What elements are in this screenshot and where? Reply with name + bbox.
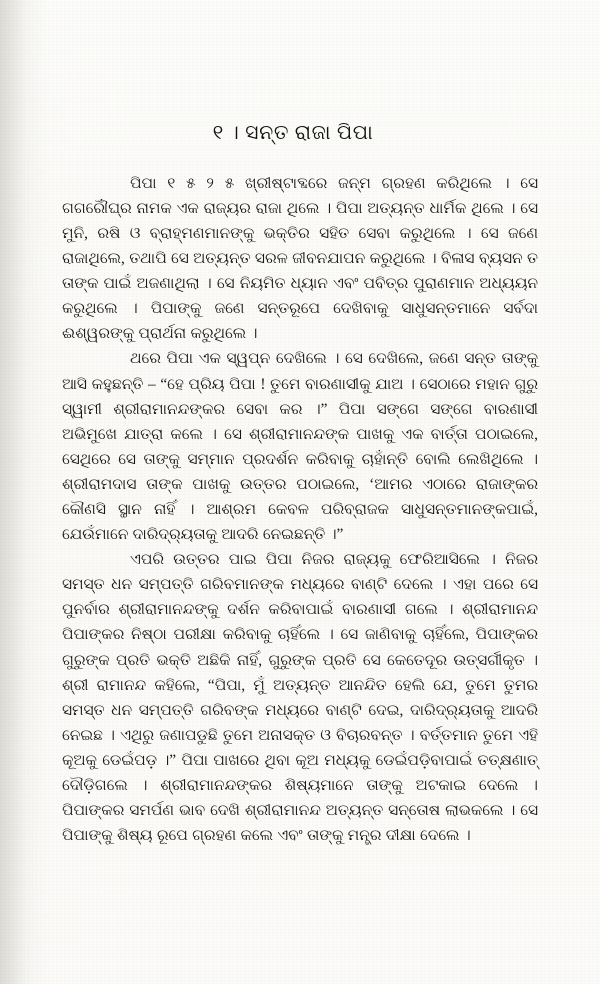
page-content [62, 118, 538, 848]
chapter-title: ୧ । ସନ୍ତ ରାଜା ପିପା [212, 122, 374, 144]
body-paragraph: ଥରେ ପିପା ଏକ ସ୍ୱପ୍ନ ଦେଖିଲେ । ସେ ଦେଖିଲେ, ଜଣେ ସନ୍ତ ତାଙ୍କୁ ଆସି କହୁଛନ୍ତି – “ହେ ପ୍ରିୟ ପିପା ! ତୁମେ ବାରଣାସୀକୁ ଯାଅ । ସେଠାରେ ମହାନ ଗୁରୁ ସ୍ୱାମୀ ଶ୍ରୀରାମାନନ୍ଦଙ୍କର ସେବା କର ।” ପିପା ସଙ୍ଗେ ସଙ୍ଗେ ବାରଣାସୀ ଅଭିମୁଖେ ଯାତ୍ରା କଲେ । ସେ ଶ୍ରୀରାମାନନ୍ଦଙ୍କ ପାଖକୁ ଏକ ବାର୍ତ୍ତା ପଠାଇଲେ, ସେଥିରେ ସେ ତାଙ୍କୁ ସମ୍ମାନ ପ୍ରଦର୍ଶନ କରିବାକୁ ଚାହାଁନ୍ତି ବୋଲି ଲେଖିଥିଲେ । ଶ୍ରୀରାମଦାସ ତାଙ୍କ ପାଖକୁ ଉତ୍ତର ପଠାଇଲେ, ‘ଆମର ଏଠାରେ ରାଜାଙ୍କର କୌଣସି ସ୍ଥାନ ନାହିଁ । ଆଶ୍ରମ କେବଳ ପରିବ୍ରାଜକ ସାଧୁସନ୍ତମାନଙ୍କପାଇଁ, ଯେଉଁମାନେ ଦାରିଦ୍ର୍ୟତାକୁ ଆଦରି ନେଇଛନ୍ତି ।” [62, 350, 538, 544]
page-gutter-shadow [0, 0, 26, 984]
body-paragraph: ଏପରି ଉତ୍ତର ପାଇ ପିପା ନିଜର ରାଜ୍ୟକୁ ଫେରିଆସିଲେ । ନିଜର ସମସ୍ତ ଧନ ସମ୍ପତ୍ତି ଗରିବମାନଙ୍କ ମଧ୍ୟରେ ବାଣ୍ଟି ଦେଲେ । ଏହା ପରେ ସେ ପୁନର୍ବାର ଶ୍ରୀରାମାନନ୍ଦଙ୍କୁ ଦର୍ଶନ କରିବାପାଇଁ ବାରଣାସୀ ଗଲେ । ଶ୍ରୀରାମାନନ୍ଦ ପିପାଙ୍କର ନିଷ୍ଠା ପରୀକ୍ଷା କରିବାକୁ ଚାହିଁଲେ । ସେ ଜାଣିବାକୁ ଚାହିଁଲେ, ପିପାଙ୍କର ଗୁରୁଙ୍କ ପ୍ରତି ଭକ୍ତି ଅଛିକି ନାହିଁ, ଗୁରୁଙ୍କ ପ୍ରତି ସେ କେତେଦୂର ଉତ୍ସର୍ଗୀକୃତ । ଶ୍ରୀ ରାମାନନ୍ଦ କହିଲେ, “ପିପା, ମୁଁ ଅତ୍ୟନ୍ତ ଆନନ୍ଦିତ ହେଲି ଯେ, ତୁମେ ତୁମର ସମସ୍ତ ଧନ ସମ୍ପତ୍ତି ଗରିବଙ୍କ ମଧ୍ୟରେ ବାଣ୍ଟି ଦେଇ, ଦାରିଦ୍ର୍ୟତାକୁ ଆଦରି ନେଇଛ । ଏଥିରୁ ଜଣାପଡୁଛି ତୁମେ ଅନାସକ୍ତ ଓ ବିଚାରବନ୍ତ । ବର୍ତ୍ତମାନ ତୁମେ ଏହି କୂଅକୁ ଡେଇଁପଡ଼ ।” ପିପା ପାଖରେ ଥିବା କୂଅ ମଧ୍ୟକୁ ଡେଇଁପଡ଼ିବାପାଇଁ ତତ୍‌କ୍ଷଣାତ୍ ଦୌଡ଼ିଗଲେ । ଶ୍ରୀରାମାନନ୍ଦଙ୍କର ଶିଷ୍ୟମାନେ ତାଙ୍କୁ ଅଟକାଇ ଦେଲେ । ପିପାଙ୍କର ସମର୍ପଣ ଭାବ ଦେଖି ଶ୍ରୀରାମାନନ୍ଦ ଅତ୍ୟନ୍ତ ସନ୍ତୋଷ ଲାଭକଲେ । ସେ ପିପାଙ୍କୁ ଶିଷ୍ୟ ରୂପେ ଗ୍ରହଣ କଲେ ଏବଂ ତାଙ୍କୁ ମନ୍ତ୍ର ଦୀକ୍ଷା ଦେଲେ । [62, 551, 538, 845]
body-paragraph: ପିପା ୧ ୫ ୨ ୫ ଖ୍ରୀଷ୍ଟାବ୍ଦରେ ଜନ୍ମ ଗ୍ରହଣ କରିଥିଲେ । ସେ ଗଗରୌଁଘ୍ର ନାମକ ଏକ ରାଜ୍ୟର ରାଜା ଥିଲେ । ପିପା ଅତ୍ୟନ୍ତ ଧାର୍ମିକ ଥିଲେ । ସେ ମୁନି, ରଷି ଓ ବ୍ରାହ୍ମଣମାନଙ୍କୁ ଭକ୍ତିର ସହିତ ସେବା କରୁଥିଲେ । ସେ ଜଣେ ରାଜାଥିଲେ, ତଥାପି ସେ ଅତ୍ୟନ୍ତ ସରଳ ଜୀବନଯାପନ କରୁଥିଲେ । ବିଳାସ ବ୍ୟସନ ତ ତାଙ୍କ ପାଇଁ ଅଜଣାଥିଲା । ସେ ନିୟମିତ ଧ୍ୟାନ ଏବଂ ପବିତ୍ର ପୁରାଣମାନ ଅଧ୍ୟୟନ କରୁଥିଲେ । ପିପାଙ୍କୁ ଜଣେ ସନ୍ତରୂପେ ଦେଖିବାକୁ ସାଧୁସନ୍ତମାନେ ସର୍ବଦା ଈଶ୍ୱରଙ୍କୁ ପ୍ରାର୍ଥନା କରୁଥିଲେ । [62, 174, 538, 343]
